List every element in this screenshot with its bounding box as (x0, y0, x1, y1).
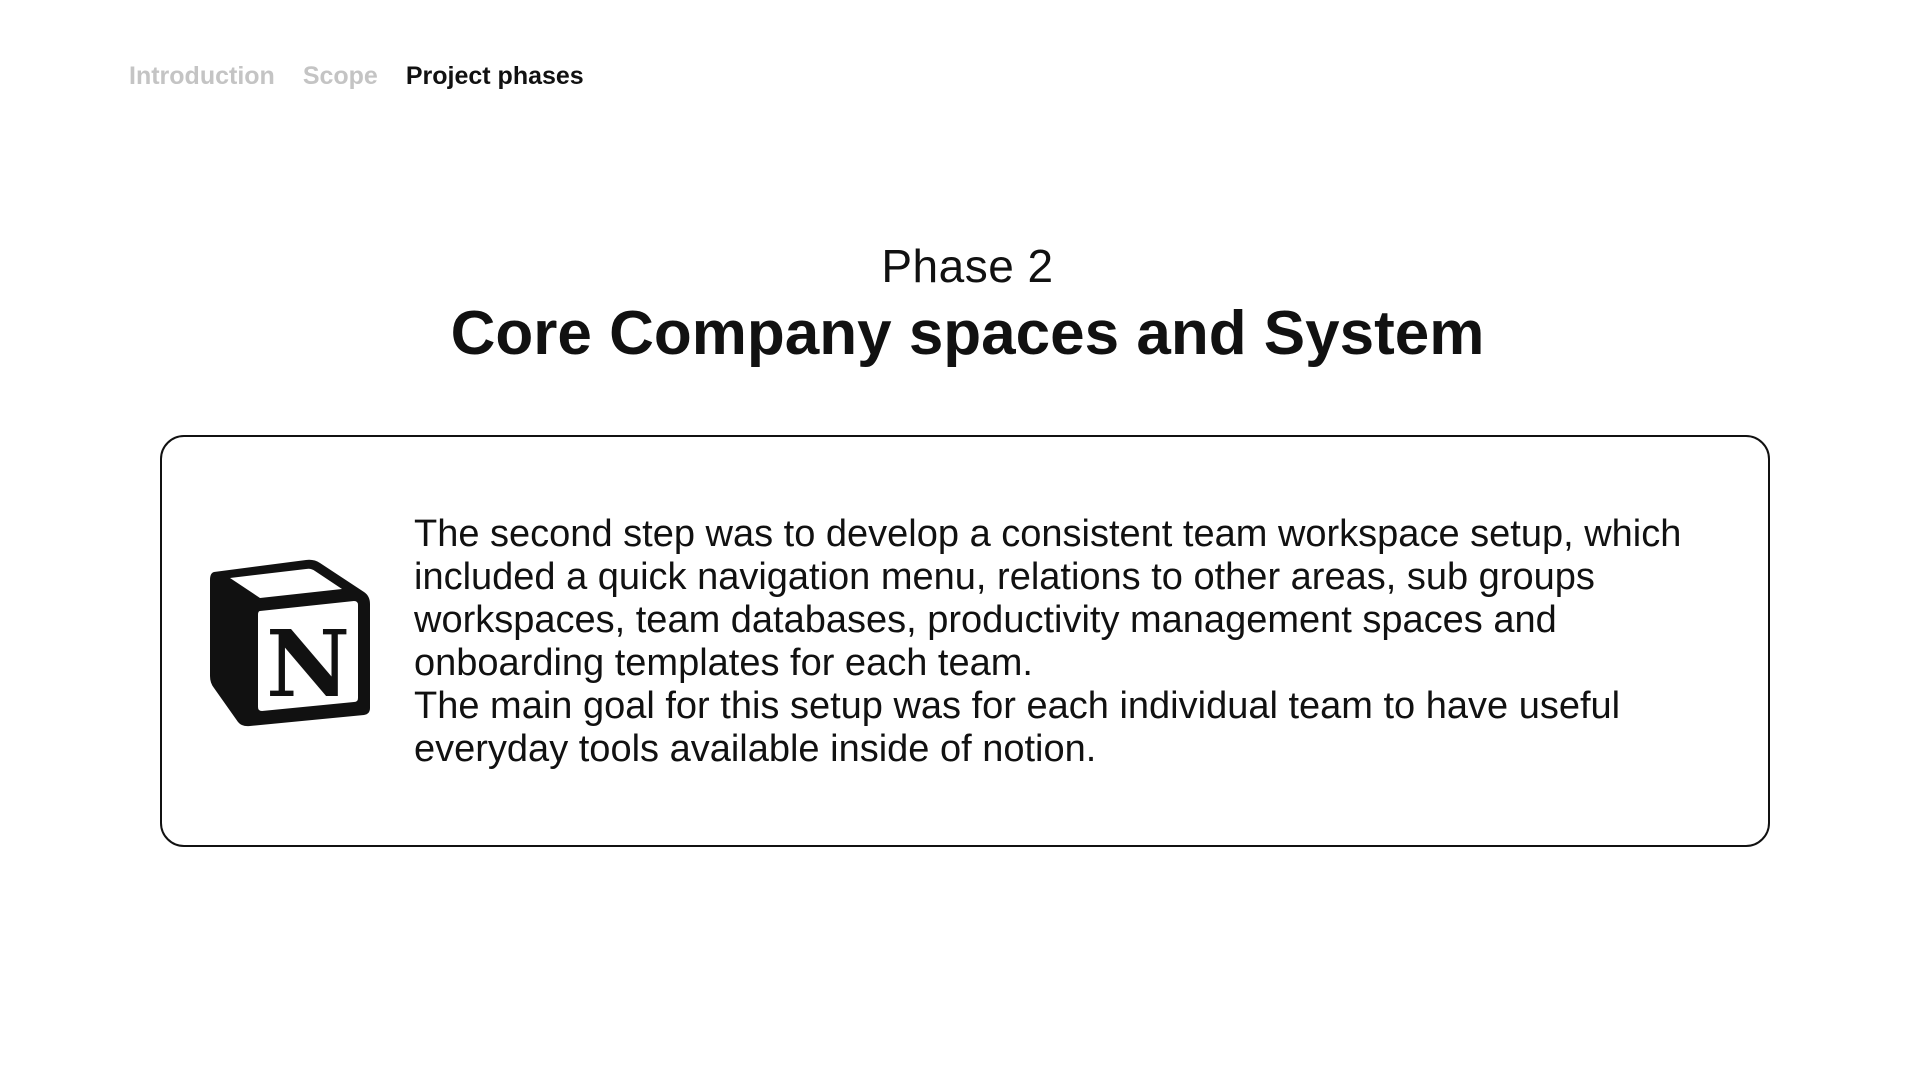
nav-item-project-phases[interactable]: Project phases (405, 62, 584, 90)
svg-text:N: N (265, 610, 351, 718)
description-card (160, 435, 1770, 847)
slide-heading (0, 236, 1920, 370)
nav-item-scope[interactable]: Scope (302, 62, 378, 90)
description-paragraph: The main goal for this setup was for each individual team to have useful everyday tools available inside of notion. (414, 685, 1621, 770)
page-title: Core Company spaces and System (450, 299, 1485, 368)
phase-subtitle: Phase 2 (881, 240, 1054, 292)
nav-item-introduction[interactable]: Introduction (129, 62, 275, 90)
description-text (414, 513, 1734, 771)
description-paragraph: The second step was to develop a consistent team workspace setup, which included a quick navigation menu, relations to other areas, sub groups workspaces, team databases, productivity management spaces and onboarding templates for each team. (414, 513, 1682, 684)
section-nav (129, 62, 584, 91)
notion-logo-icon (206, 556, 372, 728)
